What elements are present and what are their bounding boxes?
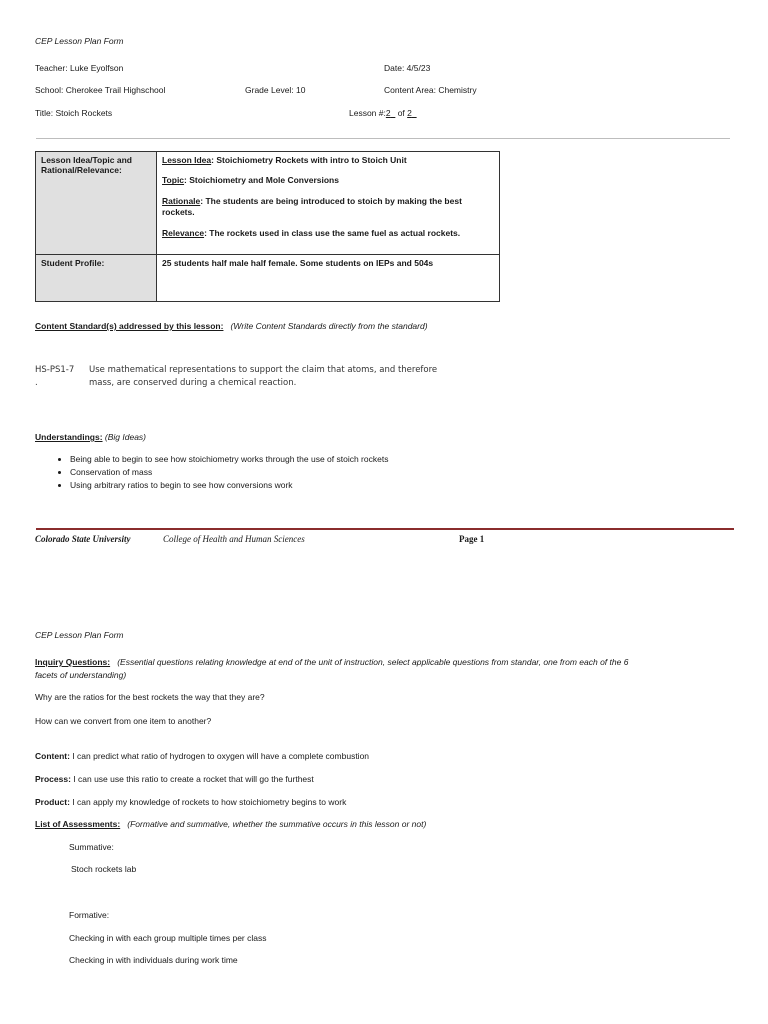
process-objective: [35, 774, 314, 784]
content-key: Content:: [35, 751, 70, 761]
understandings-line: [35, 432, 146, 442]
student-profile-cell: [157, 255, 500, 302]
product-key: Product:: [35, 797, 70, 807]
inquiry-question-2: How can we convert from one item to another?: [35, 716, 212, 726]
lesson-num: 2: [385, 108, 391, 118]
list-item: • Conservation of mass: [70, 467, 388, 478]
student-profile-label-cell: [36, 255, 157, 302]
process-key: Process:: [35, 774, 71, 784]
assessments-line: [35, 819, 426, 829]
understandings-heading: Understandings:: [35, 432, 103, 442]
standard-text-1: Use mathematical representations to support the claim that atoms, and therefore: [89, 365, 438, 375]
topic-key: Topic: [162, 175, 185, 186]
student-profile-value: 25 students half male half female. Some students on IEPs and 504s: [162, 258, 434, 268]
summative-item: Stoch rockets lab: [71, 864, 137, 874]
understandings-note: (Big Ideas): [104, 432, 147, 442]
idea-val: : Stoichiometry Rockets with intro to Stoich Unit: [211, 155, 407, 165]
lesson-number-field: [349, 108, 417, 118]
relevance-key: Relevance: [162, 227, 205, 238]
lesson-table: [35, 151, 500, 302]
page2-form-title: CEP Lesson Plan Form: [35, 630, 124, 640]
content-val: I can predict what ratio of hydrogen to oxygen will have a complete combustion: [69, 751, 370, 761]
inquiry-note-2: facets of understanding): [35, 670, 127, 680]
lesson-of: of: [395, 108, 408, 118]
list-item: • Being able to begin to see how stoichiometry works through the use of stoich rockets: [70, 454, 388, 465]
rationale-key: Rationale: [162, 195, 201, 206]
title-field: Title: Stoich Rockets: [35, 108, 113, 118]
lesson-total: 2: [407, 108, 412, 118]
product-val: I can apply my knowledge of rockets to how stoichiometry begins to work: [69, 797, 347, 807]
list-item: • Using arbitrary ratios to begin to see how conversions work: [70, 480, 388, 491]
inquiry-heading: Inquiry Questions:: [35, 657, 111, 667]
product-objective: [35, 797, 346, 807]
summative-label: Summative:: [69, 842, 114, 852]
content-objective: [35, 751, 369, 761]
footer-university: Colorado State University: [35, 534, 131, 544]
assessments-heading: List of Assessments:: [35, 819, 121, 829]
header-divider: [36, 138, 730, 139]
footer-page: Page 1: [459, 534, 485, 544]
grade-field: Grade Level: 10: [245, 85, 306, 95]
standard-code: HS-PS1-7: [35, 365, 75, 375]
idea-key: Lesson Idea: [162, 155, 212, 165]
understandings-list: [50, 454, 388, 493]
date-field: Date: 4/5/23: [384, 63, 431, 73]
standard-text-2: mass, are conserved during a chemical reaction.: [89, 378, 297, 388]
relevance-val: : The rockets used in class use the same fuel as actual rockets.: [204, 227, 461, 238]
rationale-val: : The students are being introduced to stoich by making the best rockets.: [162, 195, 462, 218]
inquiry-question-1: Why are the ratios for the best rockets the way that they are?: [35, 692, 265, 702]
content-standards-heading: Content Standard(s) addressed by this lesson:: [35, 321, 224, 331]
student-profile-label: Student Profile:: [41, 258, 105, 268]
topic-val: : Stoichiometry and Mole Conversions: [184, 175, 339, 186]
formative-label: Formative:: [69, 910, 110, 920]
formative-item-1: Checking in with each group multiple times per class: [69, 933, 267, 943]
inquiry-line-1: [35, 657, 628, 667]
lesson-idea-label: Lesson Idea/Topic and Rational/Relevance:: [41, 155, 132, 175]
footer-college: College of Health and Human Sciences: [163, 534, 305, 544]
content-area-field: Content Area: Chemistry: [384, 85, 477, 95]
lesson-prefix: Lesson #:: [349, 108, 386, 118]
content-standards-line: [35, 321, 428, 331]
lesson-idea-label-cell: [36, 152, 157, 255]
footer-rule: [36, 528, 734, 530]
inquiry-note-1: (Essential questions relating knowledge at end of the unit of instruction, select applicable questions from standar, one from each of the 6: [117, 657, 629, 667]
school-field: School: Cherokee Trail Highschool: [35, 85, 166, 95]
lesson-idea-cell: [157, 152, 500, 255]
process-val: I can use use this ratio to create a rocket that will go the furthest: [70, 774, 314, 784]
assessments-note: (Formative and summative, whether the summative occurs in this lesson or not): [127, 819, 427, 829]
content-standards-note: (Write Content Standards directly from the standard): [230, 321, 428, 331]
formative-item-2: Checking in with individuals during work time: [69, 955, 238, 965]
form-title: CEP Lesson Plan Form: [35, 36, 124, 46]
teacher-field: Teacher: Luke Eyolfson: [35, 63, 124, 73]
standard-dot: .: [35, 378, 38, 388]
